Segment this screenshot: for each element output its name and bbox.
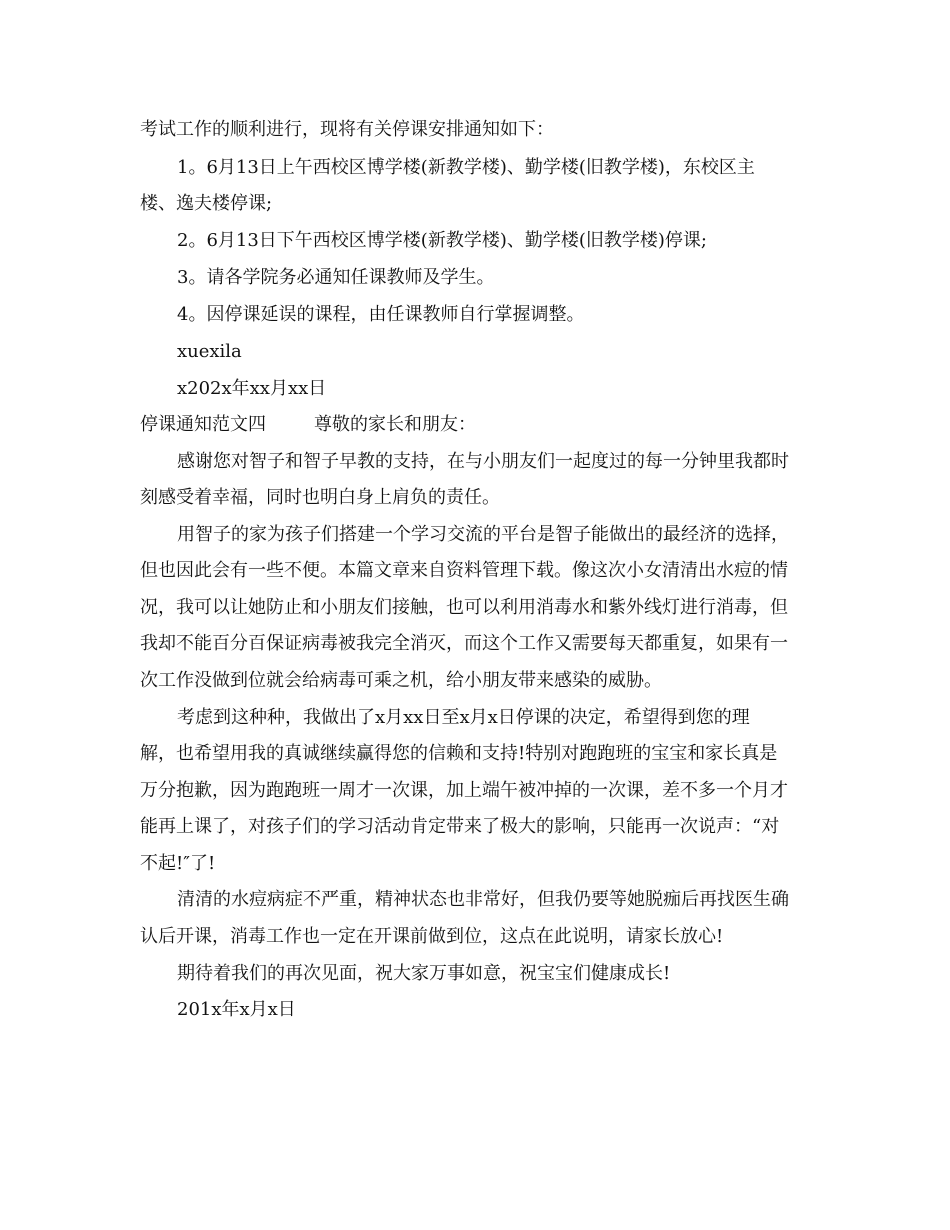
body-line: 解，也希望用我的真诚继续赢得您的信赖和支持!特别对跑跑班的宝宝和家长真是 (140, 743, 778, 764)
body-line: 用智子的家为孩子们搭建一个学习交流的平台是智子能做出的最经济的选择， (177, 524, 789, 545)
body-line: 刻感受着幸福，同时也明白身上肩负的责任。 (140, 487, 500, 508)
text-line: xuexila (177, 341, 242, 362)
text-line: 楼、逸夫楼停课; (140, 193, 273, 214)
body-line: 次工作没做到位就会给病毒可乘之机，给小朋友带来感染的威胁。 (140, 670, 662, 691)
body-line: 我却不能百分百保证病毒被我完全消灭，而这个工作又需要每天都重复，如果有一 (140, 633, 788, 654)
body-line: 期待着我们的再次见面，祝大家万事如意，祝宝宝们健康成长! (177, 963, 671, 984)
body-line: 感谢您对智子和智子早教的支持，在与小朋友们一起度过的每一分钟里我都时 (177, 451, 789, 472)
section-heading-line (140, 411, 820, 439)
body-line: 清清的水痘病症不严重，精神状态也非常好，但我仍要等她脱痂后再找医生确 (177, 889, 789, 910)
text-line: 4。因停课延误的课程，由任课教师自行掌握调整。 (177, 304, 585, 325)
body-line: 认后开课，消毒工作也一定在开课前做到位，这点在此说明，请家长放心! (140, 926, 724, 947)
date-line: x202x年xx月xx日 (177, 378, 327, 399)
body-line: 况，我可以让她防止和小朋友们接触，也可以利用消毒水和紫外线灯进行消毒，但 (140, 597, 788, 618)
text-line: 考试工作的顺利进行，现将有关停课安排通知如下： (140, 119, 554, 140)
text-line: 3。请各学院务必通知任课教师及学生。 (177, 267, 495, 288)
text-line: 1。6月13日上午西校区博学楼(新教学楼)、勤学楼(旧教学楼)，东校区主 (177, 157, 755, 178)
body-line: 万分抱歉，因为跑跑班一周才一次课，加上端午被冲掉的一次课，差不多一个月才 (140, 780, 788, 801)
body-line: 能再上课了，对孩子们的学习活动肯定带来了极大的影响，只能再一次说声：“对 (140, 816, 780, 837)
text-line: 2。6月13日下午西校区博学楼(新教学楼)、勤学楼(旧教学楼)停课; (177, 230, 707, 251)
body-line: 考虑到这种种，我做出了x月xx日至x月x日停课的决定，希望得到您的理 (177, 707, 750, 728)
body-line: 但也因此会有一些不便。本篇文章来自资料管理下载。像这次小女清清出水痘的情 (140, 560, 788, 581)
signature-date: 201x年x月x日 (177, 999, 296, 1020)
body-line: 不起!″了! (140, 853, 216, 874)
section-title: 停课通知范文四 (140, 414, 266, 435)
salutation: 尊敬的家长和朋友： (314, 414, 476, 435)
